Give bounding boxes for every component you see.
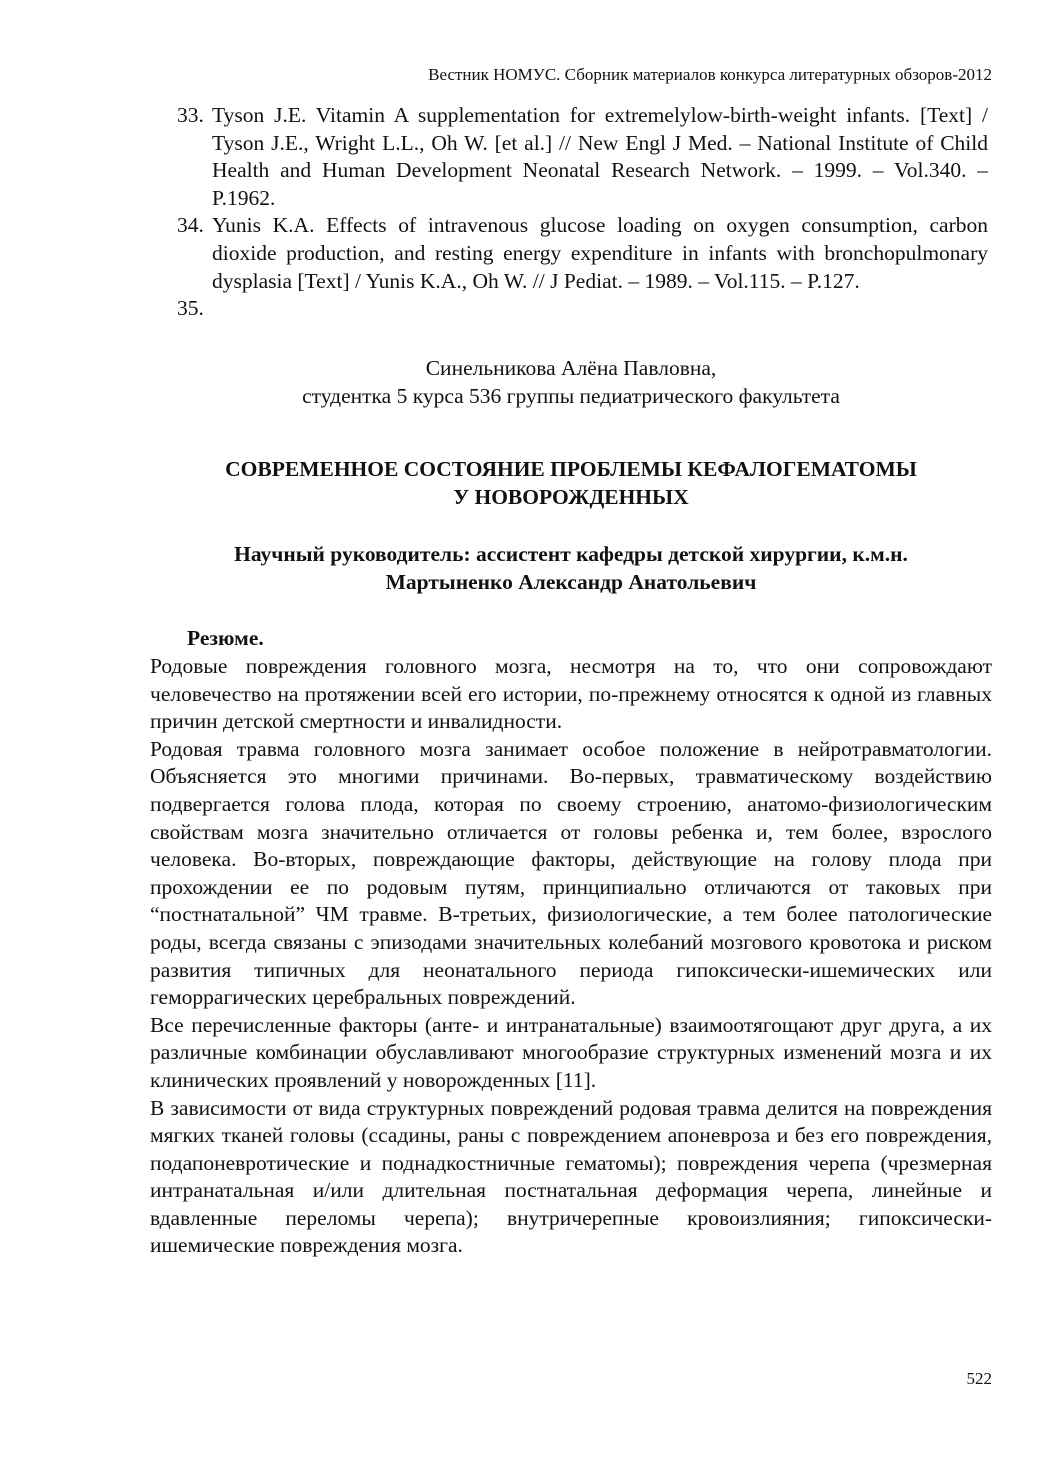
- body-paragraph: Все перечисленные факторы (анте- и интранатальные) взаимоотягощают друг друга, а их различные комбинации обуславливают многообразие структурных изменений мозга и их клинических проявлений у новорожденных [11].: [150, 1012, 992, 1092]
- author-affiliation: студентка 5 курса 536 группы педиатрического факультета: [302, 383, 840, 408]
- reference-item: [177, 102, 988, 212]
- article-body: [150, 653, 992, 1260]
- reference-list: [177, 102, 988, 323]
- reference-item: [177, 295, 988, 323]
- supervisor-line: Мартыненко Александр Анатольевич: [385, 569, 757, 594]
- running-header: Вестник НОМУС. Сборник материалов конкурса литературных обзоров-2012: [428, 65, 992, 84]
- reference-text: Yunis K.A. Effects of intravenous glucose loading on oxygen consumption, carbon dioxide production, and resting energy expenditure in infants with bronchopulmonary dysplasia [Text] / Yunis K.A., Oh W. // J Pediat. – 1989. – Vol.115. – P.127.: [212, 213, 988, 293]
- article-title-line: СОВРЕМЕННОЕ СОСТОЯНИЕ ПРОБЛЕМЫ КЕФАЛОГЕМАТОМЫ: [225, 457, 917, 481]
- body-paragraph: Родовые повреждения головного мозга, несмотря на то, что они сопровождают человечество на протяжении всей его истории, по-прежнему относятся к одной из главных причин детской смертности и инвалидности.: [150, 654, 992, 734]
- author-name: Синельникова Алёна Павловна,: [425, 356, 717, 380]
- reference-text: [212, 295, 988, 323]
- reference-item: [177, 212, 988, 295]
- body-paragraph: Родовая травма головного мозга занимает особое положение в нейротравматологии. Объясняется это многими причинами. Во-первых, травматическому воздействию подвергается голова плода, которая по своему строению, анатомо-физиологическим свойствам мозга значительно отличается от головы ребенка и, тем более, взрослого человека. Во-вторых, повреждающие факторы, действующие на голову плода при прохождении ее по родовым путям, принципиально отличаются от таковых при “постнатальной” ЧМ травме. В-третьих, физиологические, а тем более патологические роды, всегда связаны с эпизодами значительных колебаний мозгового кровотока и риском развития типичных для неонатального периода гипоксически-ишемических или геморрагических церебральных повреждений.: [150, 736, 992, 1010]
- reference-number: 35.: [177, 296, 204, 321]
- reference-number: 34.: [177, 213, 204, 238]
- supervisor-line: Научный руководитель: ассистент кафедры детской хирургии, к.м.н.: [234, 542, 908, 566]
- reference-text: Tyson J.E. Vitamin A supplementation for extremelylow-birth-weight infants. [Text] / Tyson J.E., Wright L.L., Oh W. [et al.] // New Engl J Med. – National Institute of Child Health and Human Development Neonatal Research Network. – 1999. – Vol.340. – P.1962.: [212, 103, 988, 210]
- article-title-line: У НОВОРОЖДЕННЫХ: [453, 484, 689, 509]
- author-block: [150, 355, 992, 410]
- body-paragraph: В зависимости от вида структурных повреждений родовая травма делится на повреждения мягких тканей головы (ссадины, раны с повреждением апоневроза и без его повреждения, подапоневротические и поднадкостничные гематомы); повреждения черепа (чрезмерная интранатальная и/или длительная постнатальная деформация черепа, линейные и вдавленные переломы черепа); внутричерепные кровоизлияния; гипоксически-ишемические повреждения мозга.: [150, 1095, 992, 1258]
- supervisor-block: [150, 541, 992, 596]
- article-title: [150, 456, 992, 511]
- reference-number: 33.: [177, 103, 204, 127]
- page-number: 522: [966, 1369, 992, 1388]
- resume-heading: Резюме.: [187, 626, 264, 650]
